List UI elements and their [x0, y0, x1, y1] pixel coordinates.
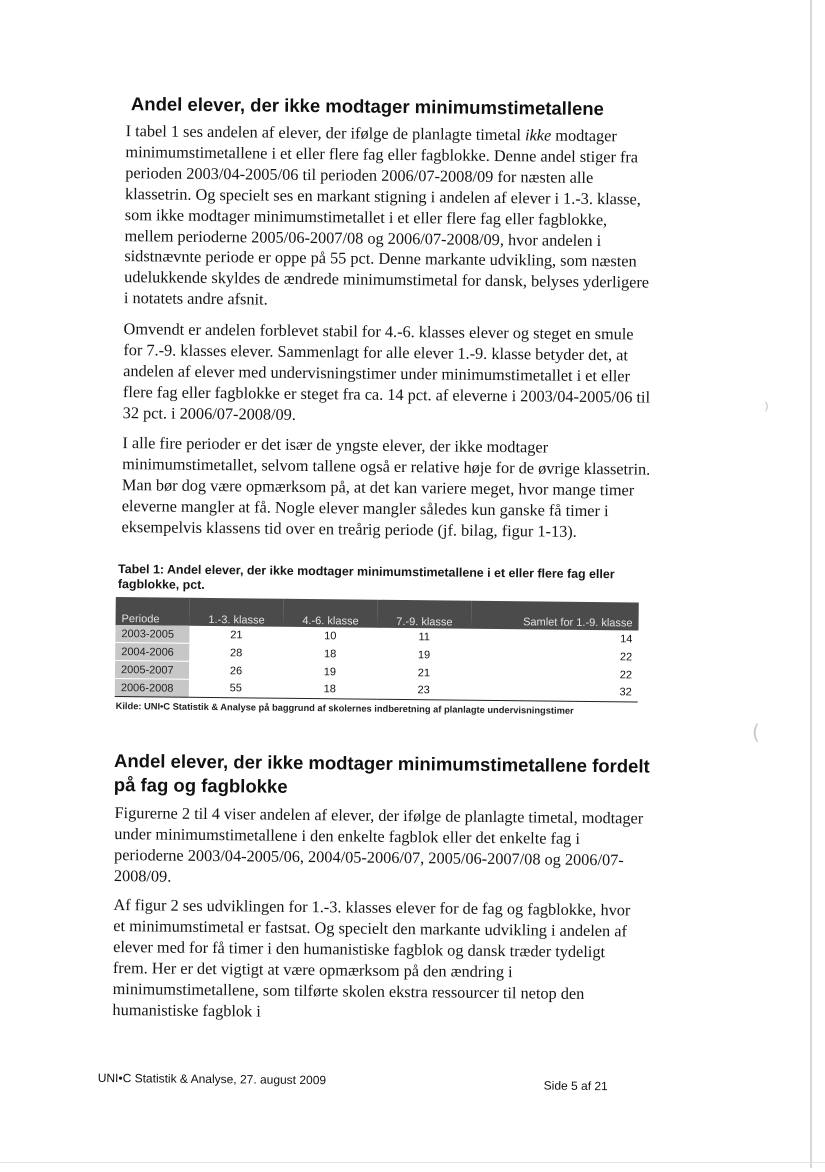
table-cell: 32 — [471, 682, 638, 702]
data-table — [115, 597, 639, 702]
table-cell: 22 — [619, 668, 633, 681]
table-cell: 21 — [230, 628, 243, 642]
table-cell: 22 — [619, 650, 633, 663]
table-cell: 55 — [189, 679, 283, 698]
table-caption: Tabel 1: Andel elever, der ikke modtager minimumstimetallene i et eller flere fag eller fagblokke, pct. — [117, 562, 615, 592]
paragraph-5: Af figur 2 ses udviklingen for 1.-3. klasses elever for de fag og fagblokke, hvor et minimumstimetal er fastsat. Og specielt den markante udvikling i andelen af elever med for få timer i den humanistiske fagblok og dansk træder tydeligt frem. Her er det vigtigt at være opmærksom på den ændring i minimumstimetallene, som tilførte skolen ekstra ressourcer til netop den humanistiske fagblok i — [112, 895, 631, 1021]
table-source-note: Kilde: UNI•C Statistik & Analyse på baggrund af skolernes indberetning af planlagte undervisningstimer — [115, 701, 574, 716]
table-cell: 10 — [324, 629, 337, 643]
period-cell: 2005-2007 — [115, 661, 189, 680]
scan-speck: ( — [752, 720, 760, 744]
paragraph-2: Omvendt er andelen forblevet stabil for 4.-6. klasses elever og steget en smule for 7.-9. klasses elever. Sammenlagt for alle elever 1.-9. klasse betyder det, at andelen af elever med undervisningstimer under minimumstimetallet i et eller flere fag eller fagblokke er steget fra ca. 14 pct. af eleverne i 2003/04-2005/06 til 32 pct. i 2006/07-2008/09. — [122, 319, 651, 424]
column-header: 1.-3. klasse — [190, 598, 284, 627]
table-cell: 26 — [229, 664, 243, 677]
table-cell: 18 — [283, 680, 377, 699]
table-cell: 14 — [620, 633, 633, 646]
paragraph-4: Figurerne 2 til 4 viser andelen af elever, der ifølge de planlagte timetal, modtager under minimumstimetallene i den enkelte fagblok eller det enkelte fag i perioderne 2003/04-2005/06, 2004/05-2006/07, 2005/06-2007/08 og 2006/07-2008/09. — [113, 803, 644, 886]
period-cell: 2006-2008 — [115, 679, 189, 698]
paragraph-1 — [124, 121, 656, 315]
paragraph-3: I alle fire perioder er det især de yngste elever, der ikke modtager minimumstimetallet, selvom tallene også er relative høje for de øvrige klassetrin. Man bør dog være opmærksom på, at det kan variere meget, hvor mange timer eleverne mangler at få. Nogle elever mangler således kun ganske få timer i eksempelvis klassens tid over en treårig periode (jf. bilag, figur 1-13). — [121, 433, 651, 541]
footer-publisher: UNI•C Statistik & Analyse, 27. august 2009 — [97, 1070, 327, 1088]
table-cell: 19 — [417, 648, 431, 661]
column-header: 4.-6. klasse — [283, 599, 377, 628]
table-cell: 18 — [323, 647, 337, 660]
table-cell: 11 — [418, 630, 431, 644]
period-cell: 2003-2005 — [115, 625, 189, 643]
emphasis-text: ikke — [524, 125, 552, 145]
table-cell: 19 — [323, 665, 337, 678]
text: I tabel 1 ses andelen af elever, der ifølge de planlagte timetal — [125, 121, 526, 145]
table-cell: 28 — [230, 646, 243, 659]
period-cell: 2004-2006 — [115, 643, 189, 662]
table-cell: 23 — [377, 681, 471, 700]
column-header: Periode — [116, 597, 190, 626]
footer-page-number: Side 5 af 21 — [543, 1078, 608, 1094]
table-cell: 21 — [417, 666, 431, 679]
section-heading: Andel elever, der ikke modtager minimumstimetallene — [130, 93, 605, 120]
column-header: 7.-9. klasse — [377, 600, 471, 629]
text: modtager minimumstimetallene i et eller flere fag eller fagblokke. Denne andel stiger fra perioden 2003/04-2005/06 til perioden 2006/07-2008/09 for næsten alle klassetrin. Og specielt ses en markant stigning i andelen af elever i 1.-3. klasse, som ikke modtager minimumstimetallet i et eller flere fag eller fagblokke, mellem perioderne 2005/06-2007/08 og 2006/07-2008/09, hvor andelen i sidstnævnte periode er oppe på 55 pct. Denne markante udvikling, som næsten udelukkende skyldes de ændrede minimumstimetal for dansk, belyses yderligere i notatets andre afsnit. — [123, 125, 650, 309]
scan-speck: ⁾ — [764, 398, 769, 422]
section-heading: Andel elever, der ikke modtager minimumstimetallene fordelt på fag og fagblokke — [113, 750, 650, 797]
column-header: Samlet for 1.-9. klasse — [471, 601, 638, 631]
